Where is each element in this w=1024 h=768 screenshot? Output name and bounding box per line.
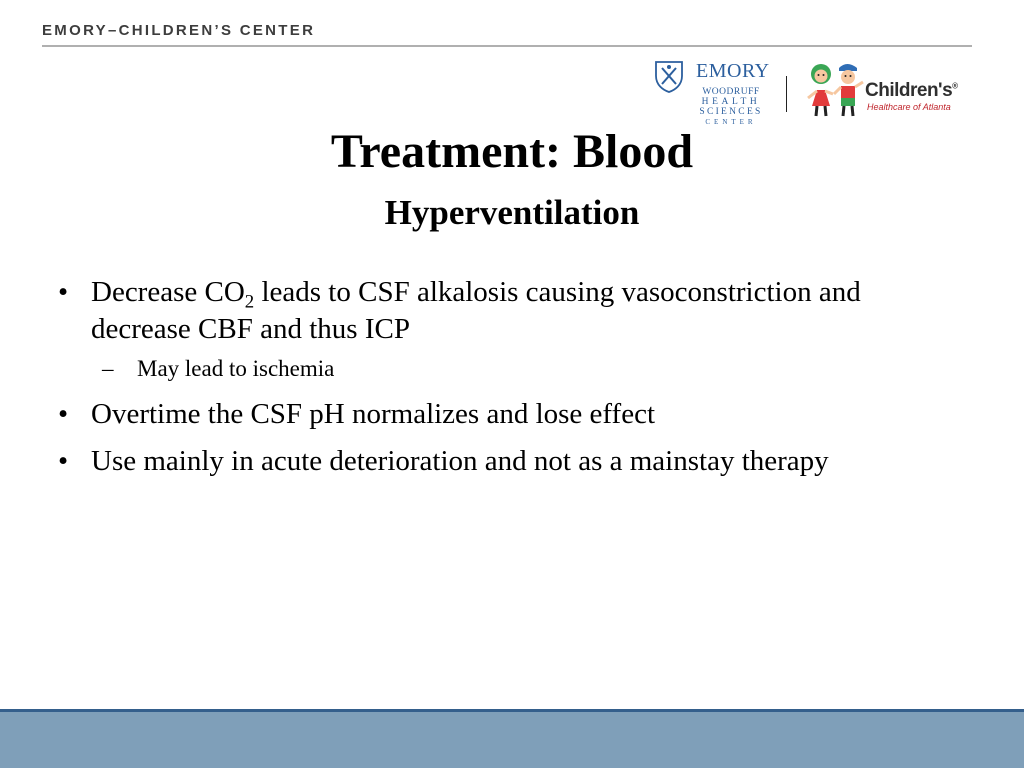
childrens-kids-icon xyxy=(805,60,865,118)
emory-wordmark: EMORY xyxy=(696,60,770,82)
bullet-item xyxy=(58,274,958,348)
bullet-text: Use mainly in acute deterioration and not as a mainstay therapy xyxy=(91,445,829,477)
sub-bullet-text: May lead to ischemia xyxy=(137,356,335,381)
childrens-wordmark xyxy=(865,80,958,102)
organization-header: EMORY–CHILDREN’S CENTER xyxy=(42,22,316,39)
childrens-tagline: Healthcare of Atlanta xyxy=(867,102,951,112)
emory-sub-line: SCIENCES xyxy=(699,107,763,117)
emory-sub-line: WOODRUFF xyxy=(702,87,760,97)
bullet-mark: • xyxy=(58,276,69,308)
emory-sub-line: HEALTH xyxy=(701,97,761,107)
logo-divider xyxy=(786,76,787,112)
emory-logo xyxy=(654,58,769,130)
emory-shield-icon xyxy=(654,60,684,94)
bullet-item xyxy=(58,396,958,433)
bullet-list xyxy=(58,274,958,490)
bullet-text-start: Decrease CO xyxy=(91,276,245,308)
registered-mark: ® xyxy=(952,81,958,91)
bullet-item xyxy=(58,443,958,480)
co2-subscript: 2 xyxy=(244,291,255,313)
bullet-text: Overtime the CSF pH normalizes and lose effect xyxy=(91,398,656,430)
footer-band xyxy=(0,712,1024,768)
header-divider xyxy=(42,45,972,47)
emory-sub-line: CENTER xyxy=(705,118,757,126)
bullet-text-end: leads to CSF alkalosis causing vasoconstriction and decrease CBF and thus ICP xyxy=(91,276,861,345)
childrens-logo xyxy=(805,60,975,120)
childrens-name: Children's xyxy=(865,80,953,101)
slide-subtitle: Hyperventilation xyxy=(384,193,640,232)
sub-bullet-item xyxy=(58,355,958,383)
bullet-mark: • xyxy=(58,445,69,477)
bullet-mark: • xyxy=(58,398,69,430)
slide-title: Treatment: Blood xyxy=(330,125,694,178)
sub-bullet-mark: – xyxy=(102,356,114,381)
emory-subtitle xyxy=(696,87,766,127)
